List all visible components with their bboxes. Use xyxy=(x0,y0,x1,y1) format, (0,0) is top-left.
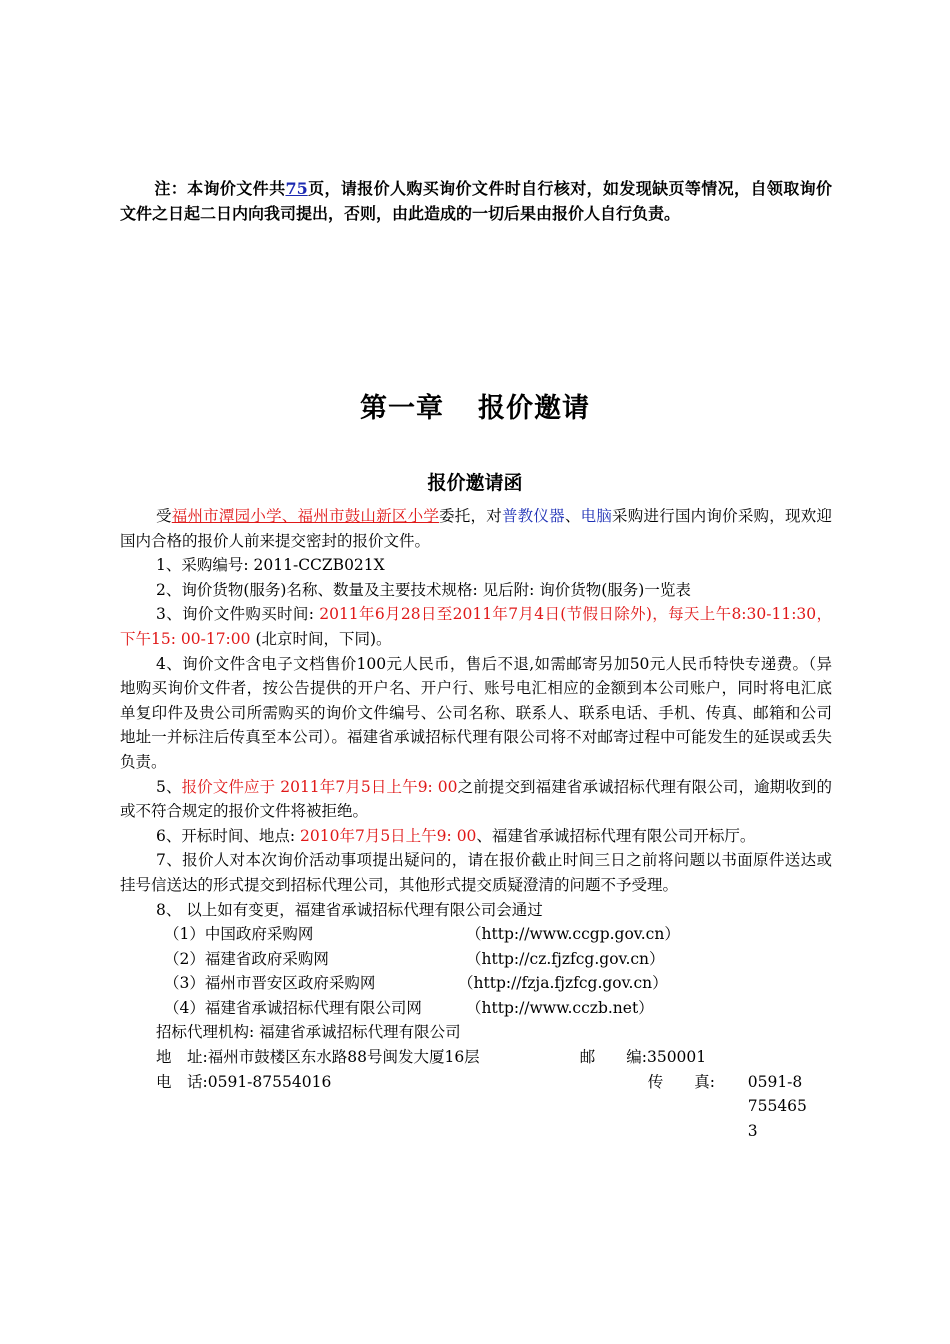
address-row xyxy=(120,1045,832,1070)
website-name: （2）福建省政府采购网 xyxy=(164,949,329,968)
website-name: （3）福州市晋安区政府采购网 xyxy=(164,974,376,993)
website-url[interactable]: （http://fzja.fjzfcg.gov.cn） xyxy=(458,974,668,993)
intro-separator: 、 xyxy=(564,507,581,525)
chapter-title: 报价邀请 xyxy=(478,393,590,424)
postcode-value: 350001 xyxy=(646,1048,707,1067)
purchase-time-tail: (北京时间，下同)。 xyxy=(250,629,392,648)
deadline-time: 报价文件应于 2011年7月5日上午9: 00 xyxy=(181,777,458,796)
fax-label: 传 真: xyxy=(647,1072,715,1091)
phone-value: 0591-87554016 xyxy=(207,1072,332,1091)
intro-text-2: 委托，对 xyxy=(439,507,502,525)
procurement-item-1: 普教仪器 xyxy=(501,507,565,525)
website-row xyxy=(120,971,832,996)
purchase-time-range: 2011年6月28日至2011年7月4日(节假日除外)，每天上午8:30-11:30，下午15: 00-17:00 xyxy=(120,605,832,648)
phone-row xyxy=(120,1070,832,1144)
item-changes: 8、 以上如有变更，福建省承诚招标代理有限公司会通过 xyxy=(156,900,543,919)
chapter-heading xyxy=(0,386,950,425)
client-names: 福州市潭园小学、福州市鼓山新区小学 xyxy=(171,507,440,525)
website-name: （4）福建省承诚招标代理有限公司网 xyxy=(164,998,422,1017)
purchase-note xyxy=(120,176,832,226)
letter-title: 报价邀请函 xyxy=(427,472,523,494)
website-url[interactable]: （http://www.ccgp.gov.cn） xyxy=(466,925,680,944)
phone-label: 电 话: xyxy=(156,1072,208,1091)
website-row xyxy=(120,996,832,1021)
item-goods-list: 2、询价货物(服务)名称、数量及主要技术规格: 见后附: 询价货物(服务)一览表 xyxy=(156,580,691,599)
agency-row xyxy=(120,1020,832,1045)
procurement-item-2: 电脑 xyxy=(580,507,613,525)
website-row xyxy=(120,922,832,947)
fax-value: 0591-87554653 xyxy=(747,1072,807,1140)
opening-time: 2010年7月5日上午9: 00 xyxy=(300,826,477,845)
item-questions: 7、报价人对本次询价活动事项提出疑问的，请在报价截止时间三日之前将问题以书面原件送达或挂号信送达的形式提交到招标代理公司，其他形式提交质疑澄清的问题不予受理。 xyxy=(120,851,832,894)
item-purchase-time xyxy=(120,602,832,651)
website-url[interactable]: （http://cz.fjzfcg.gov.cn） xyxy=(466,949,665,968)
opening-tail: 、福建省承诚招标代理有限公司开标厅。 xyxy=(476,826,756,845)
intro-paragraph xyxy=(120,504,832,553)
note-suffix: 页，请报价人购买询价文件时自行核对，如发现缺页等情况，自领取询价文件之日起二日内向我司提出，否则，由此造成的一切后果由报价人自行负责。 xyxy=(120,179,832,223)
item-procurement-number: 1、采购编号: 2011-CCZB021X xyxy=(156,556,385,575)
opening-label: 6、开标时间、地点: xyxy=(156,826,301,845)
website-name: （1）中国政府采购网 xyxy=(164,925,314,944)
purchase-time-label: 3、询价文件购买时间: xyxy=(156,605,320,624)
postcode-label: 邮 编: xyxy=(579,1048,647,1067)
address-value: 福州市鼓楼区东水路88号闽发大厦16层 xyxy=(207,1048,480,1067)
chapter-number: 第一章 xyxy=(360,393,444,424)
item-submission-deadline xyxy=(120,775,832,824)
address-label: 地 址: xyxy=(156,1048,208,1067)
note-page-count: 75 xyxy=(285,179,308,198)
intro-text-1: 受 xyxy=(156,507,172,525)
intro-text-3: 采购进行国内询价采购，现欢迎国内合格的报价人前来提交密封的报价文件。 xyxy=(120,507,832,550)
item-opening-time xyxy=(120,824,832,849)
website-row xyxy=(120,947,832,972)
invitation-body xyxy=(120,504,832,1143)
website-url[interactable]: （http://www.cczb.net） xyxy=(466,998,654,1017)
note-prefix: 注：本询价文件共 xyxy=(154,179,286,198)
deadline-tail: 之前提交到福建省承诚招标代理有限公司，逾期收到的或不符合规定的报价文件将被拒绝。 xyxy=(120,777,832,821)
item-document-price: 4、询价文件含电子文档售价100元人民币，售后不退,如需邮寄另加50元人民币特快专递费。（异地购买询价文件者，按公告提供的开户名、开户行、账号电汇相应的金额到本公司账户，同时将电汇底单复印件及贵公司所需购买的询价文件编号、公司名称、联系人、联系电话、手机、传真、邮箱和公司地址一并标注后传真至本公司）。福建省承诚招标代理有限公司将不对邮寄过程中可能发生的延误或丢失负责。 xyxy=(120,654,832,771)
agency-name: 招标代理机构: 福建省承诚招标代理有限公司 xyxy=(156,1023,461,1042)
deadline-label: 5、 xyxy=(156,777,182,796)
